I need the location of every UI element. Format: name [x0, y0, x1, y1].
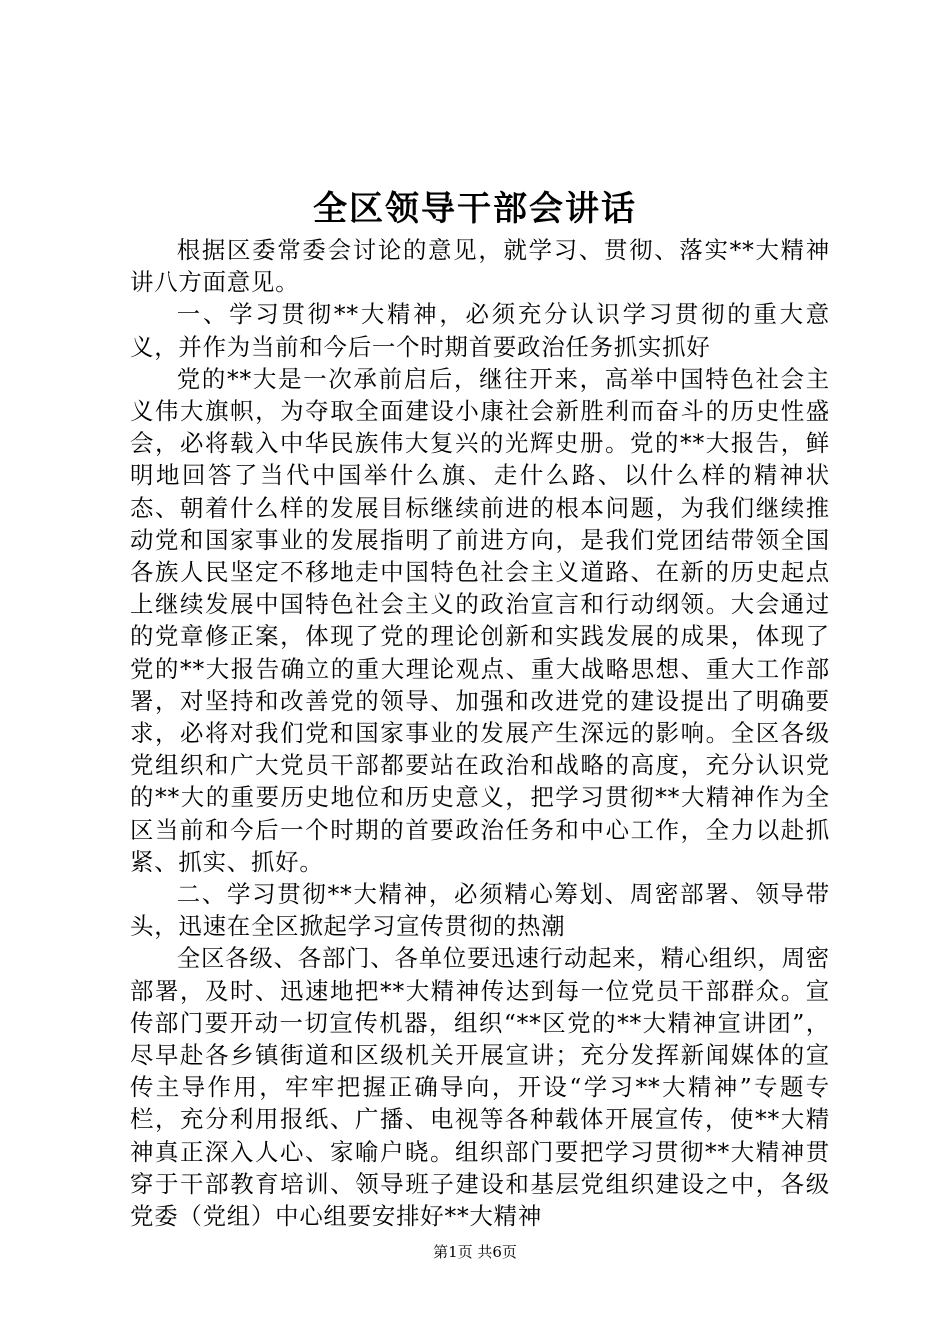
paragraph-section-1: 党的**大是一次承前启后，继往开来，高举中国特色社会主义伟大旗帜，为夺取全面建设小康社会新胜利而奋斗的历史性盛会，必将载入中华民族伟大复兴的光辉史册。党的**大报告，鲜明地回答了当代中国举什么旗、走什么路、以什么样的精神状态、朝着什么样的发展目标继续前进的根本问题，为我们继续推动党和国家事业的发展指明了前进方向，是我们党团结带领全国各族人民坚定不移地走中国特色社会主义道路、在新的历史起点上继续发展中国特色社会主义的政治宣言和行动纲领。大会通过的党章修正案，体现了党的理论创新和实践发展的成果，体现了党的**大报告确立的重大理论观点、重大战略思想、重大工作部署，对坚持和改善党的领导、加强和改进党的建设提出了明确要求，必将对我们党和国家事业的发展产生深远的影响。全区各级党组织和广大党员干部都要站在政治和战略的高度，充分认识党的**大的重要历史地位和历史意义，把学习贯彻**大精神作为全区当前和今后一个时期的首要政治任务和中心工作，全力以赴抓紧、抓实、抓好。	[130, 364, 830, 876]
paragraph-section-2: 全区各级、各部门、各单位要迅速行动起来，精心组织，周密部署，及时、迅速地把**大精神传达到每一位党员干部群众。宣传部门要开动一切宣传机器，组织“**区党的**大精神宣讲团”，尽早赴各乡镇街道和区级机关开展宣讲；充分发挥新闻媒体的宣传主导作用，牢牢把握正确导向，开设“学习**大精神”专题专栏，充分利用报纸、广播、电视等各种载体开展宣传，使**大精神真正深入人心、家喻户晓。组织部门要把学习贯彻**大精神贯穿于干部教育培训、领导班子建设和基层党组织建设之中，各级党委（党组）中心组要安排好**大精神	[130, 944, 830, 1231]
document-body	[130, 234, 830, 1232]
document-title: 全区领导干部会讲话	[313, 189, 637, 229]
section-heading-1: 一、学习贯彻**大精神，必须充分认识学习贯彻的重大意义，并作为当前和今后一个时期首要政治任务抓实抓好	[130, 300, 830, 361]
section-heading-2: 二、学习贯彻**大精神，必须精心筹划、周密部署、领导带头，迅速在全区掀起学习宣传贯彻的热潮	[130, 880, 830, 941]
page-footer: 第1页 共6页	[433, 1243, 517, 1261]
paragraph-intro: 根据区委常委会讨论的意见，就学习、贯彻、落实**大精神讲八方面意见。	[130, 236, 830, 297]
